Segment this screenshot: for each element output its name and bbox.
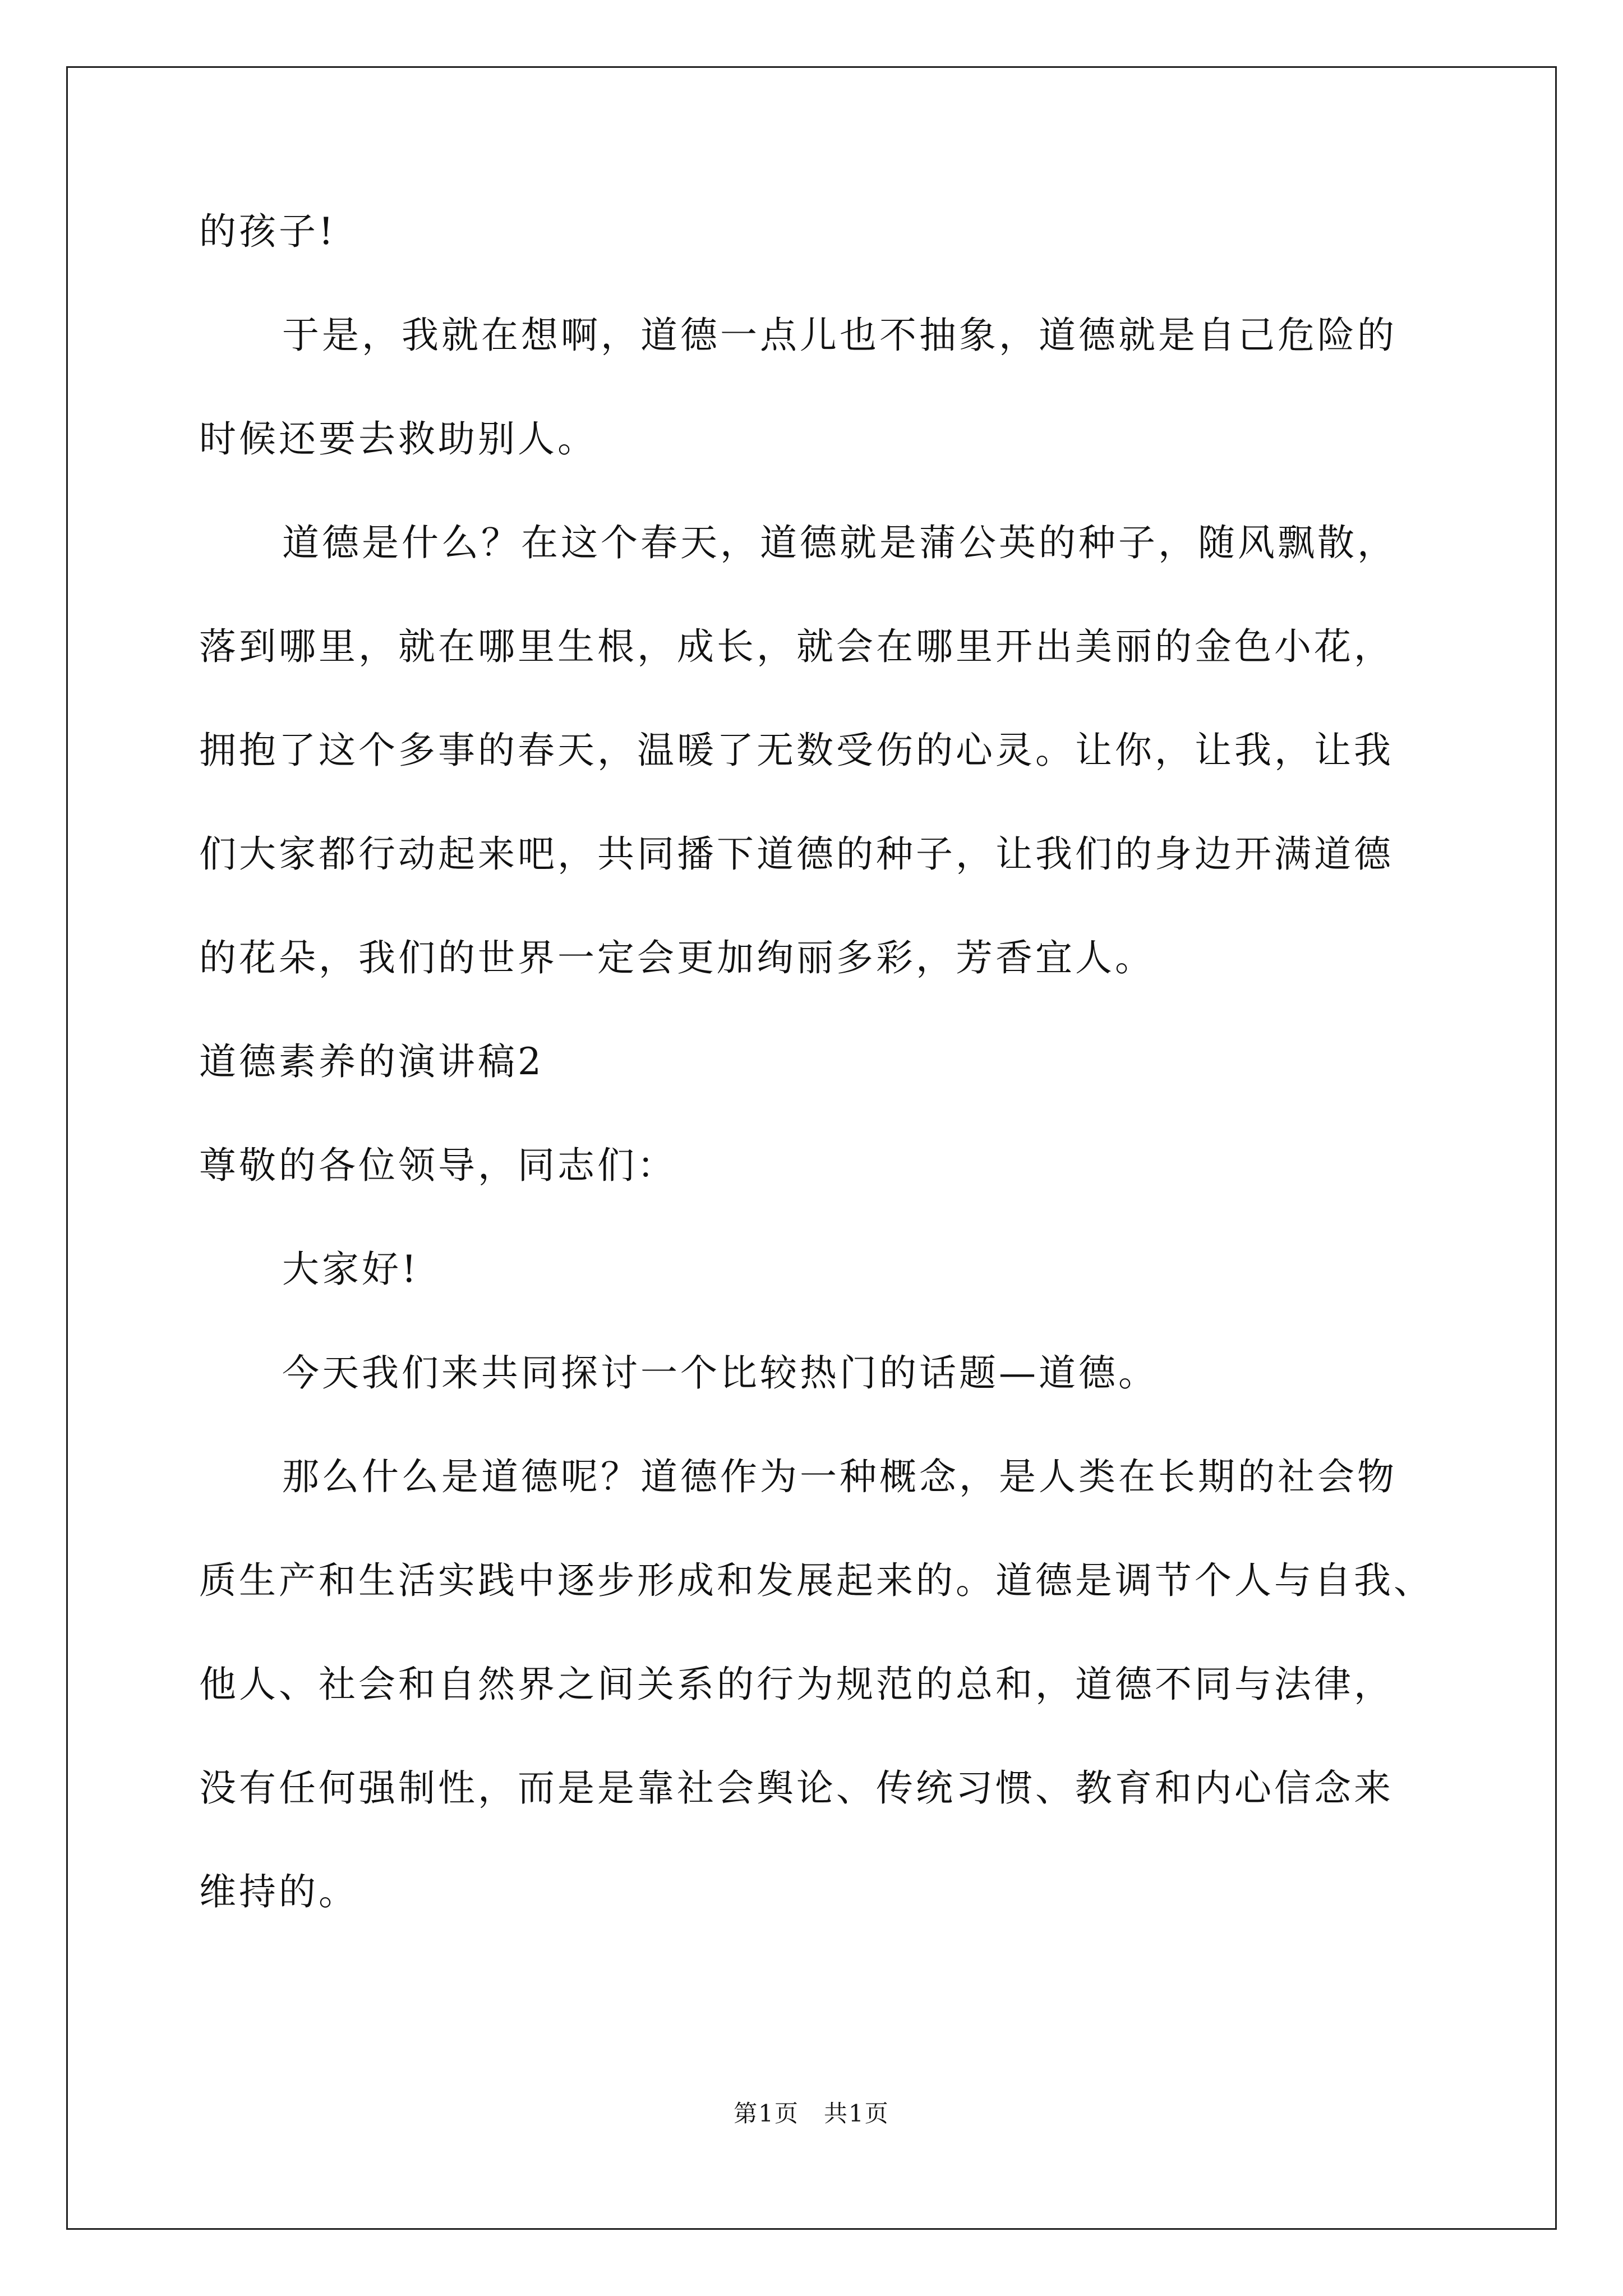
paragraph-start-line: 于是，我就在想啊，道德一点儿也不抽象，道德就是自己危险的 <box>282 314 1397 357</box>
greeting: 大家好! <box>282 1248 419 1291</box>
text-line: 的花朵，我们的世界一定会更加绚丽多彩，芳香宜人。 <box>199 936 1155 979</box>
text-line: 拥抱了这个多事的春天，温暖了无数受伤的心灵。让你，让我，让我 <box>199 729 1394 772</box>
text-line: 质生产和生活实践中逐步形成和发展起来的。道德是调节个人与自我、 <box>199 1559 1433 1602</box>
text-line: 的孩子! <box>199 210 336 253</box>
paragraph-start-line: 那么什么是道德呢？道德作为一种概念，是人类在长期的社会物 <box>282 1455 1397 1498</box>
text-line: 没有任何强制性，而是是靠社会舆论、传统习惯、教育和内心信念来 <box>199 1766 1394 1810</box>
salutation: 尊敬的各位领导，同志们： <box>199 1144 677 1187</box>
text-line: 他人、社会和自然界之间关系的行为规范的总和，道德不同与法律， <box>199 1663 1394 1706</box>
text-line: 落到哪里，就在哪里生根，成长，就会在哪里开出美丽的金色小花， <box>199 625 1394 668</box>
text-line: 们大家都行动起来吧，共同播下道德的种子，让我们的身边开满道德 <box>199 832 1394 876</box>
section-title: 道德素养的演讲稿2 <box>199 1040 544 1083</box>
paragraph-start-line: 道德是什么？在这个春天，道德就是蒲公英的种子，随风飘散， <box>282 521 1397 564</box>
page-footer: 第1页 共1页 <box>734 2100 889 2127</box>
text-line: 时候还要去救助别人。 <box>199 417 597 461</box>
text-line: 维持的。 <box>199 1870 358 1913</box>
paragraph-start-line: 今天我们来共同探讨一个比较热门的话题—道德。 <box>282 1351 1158 1395</box>
